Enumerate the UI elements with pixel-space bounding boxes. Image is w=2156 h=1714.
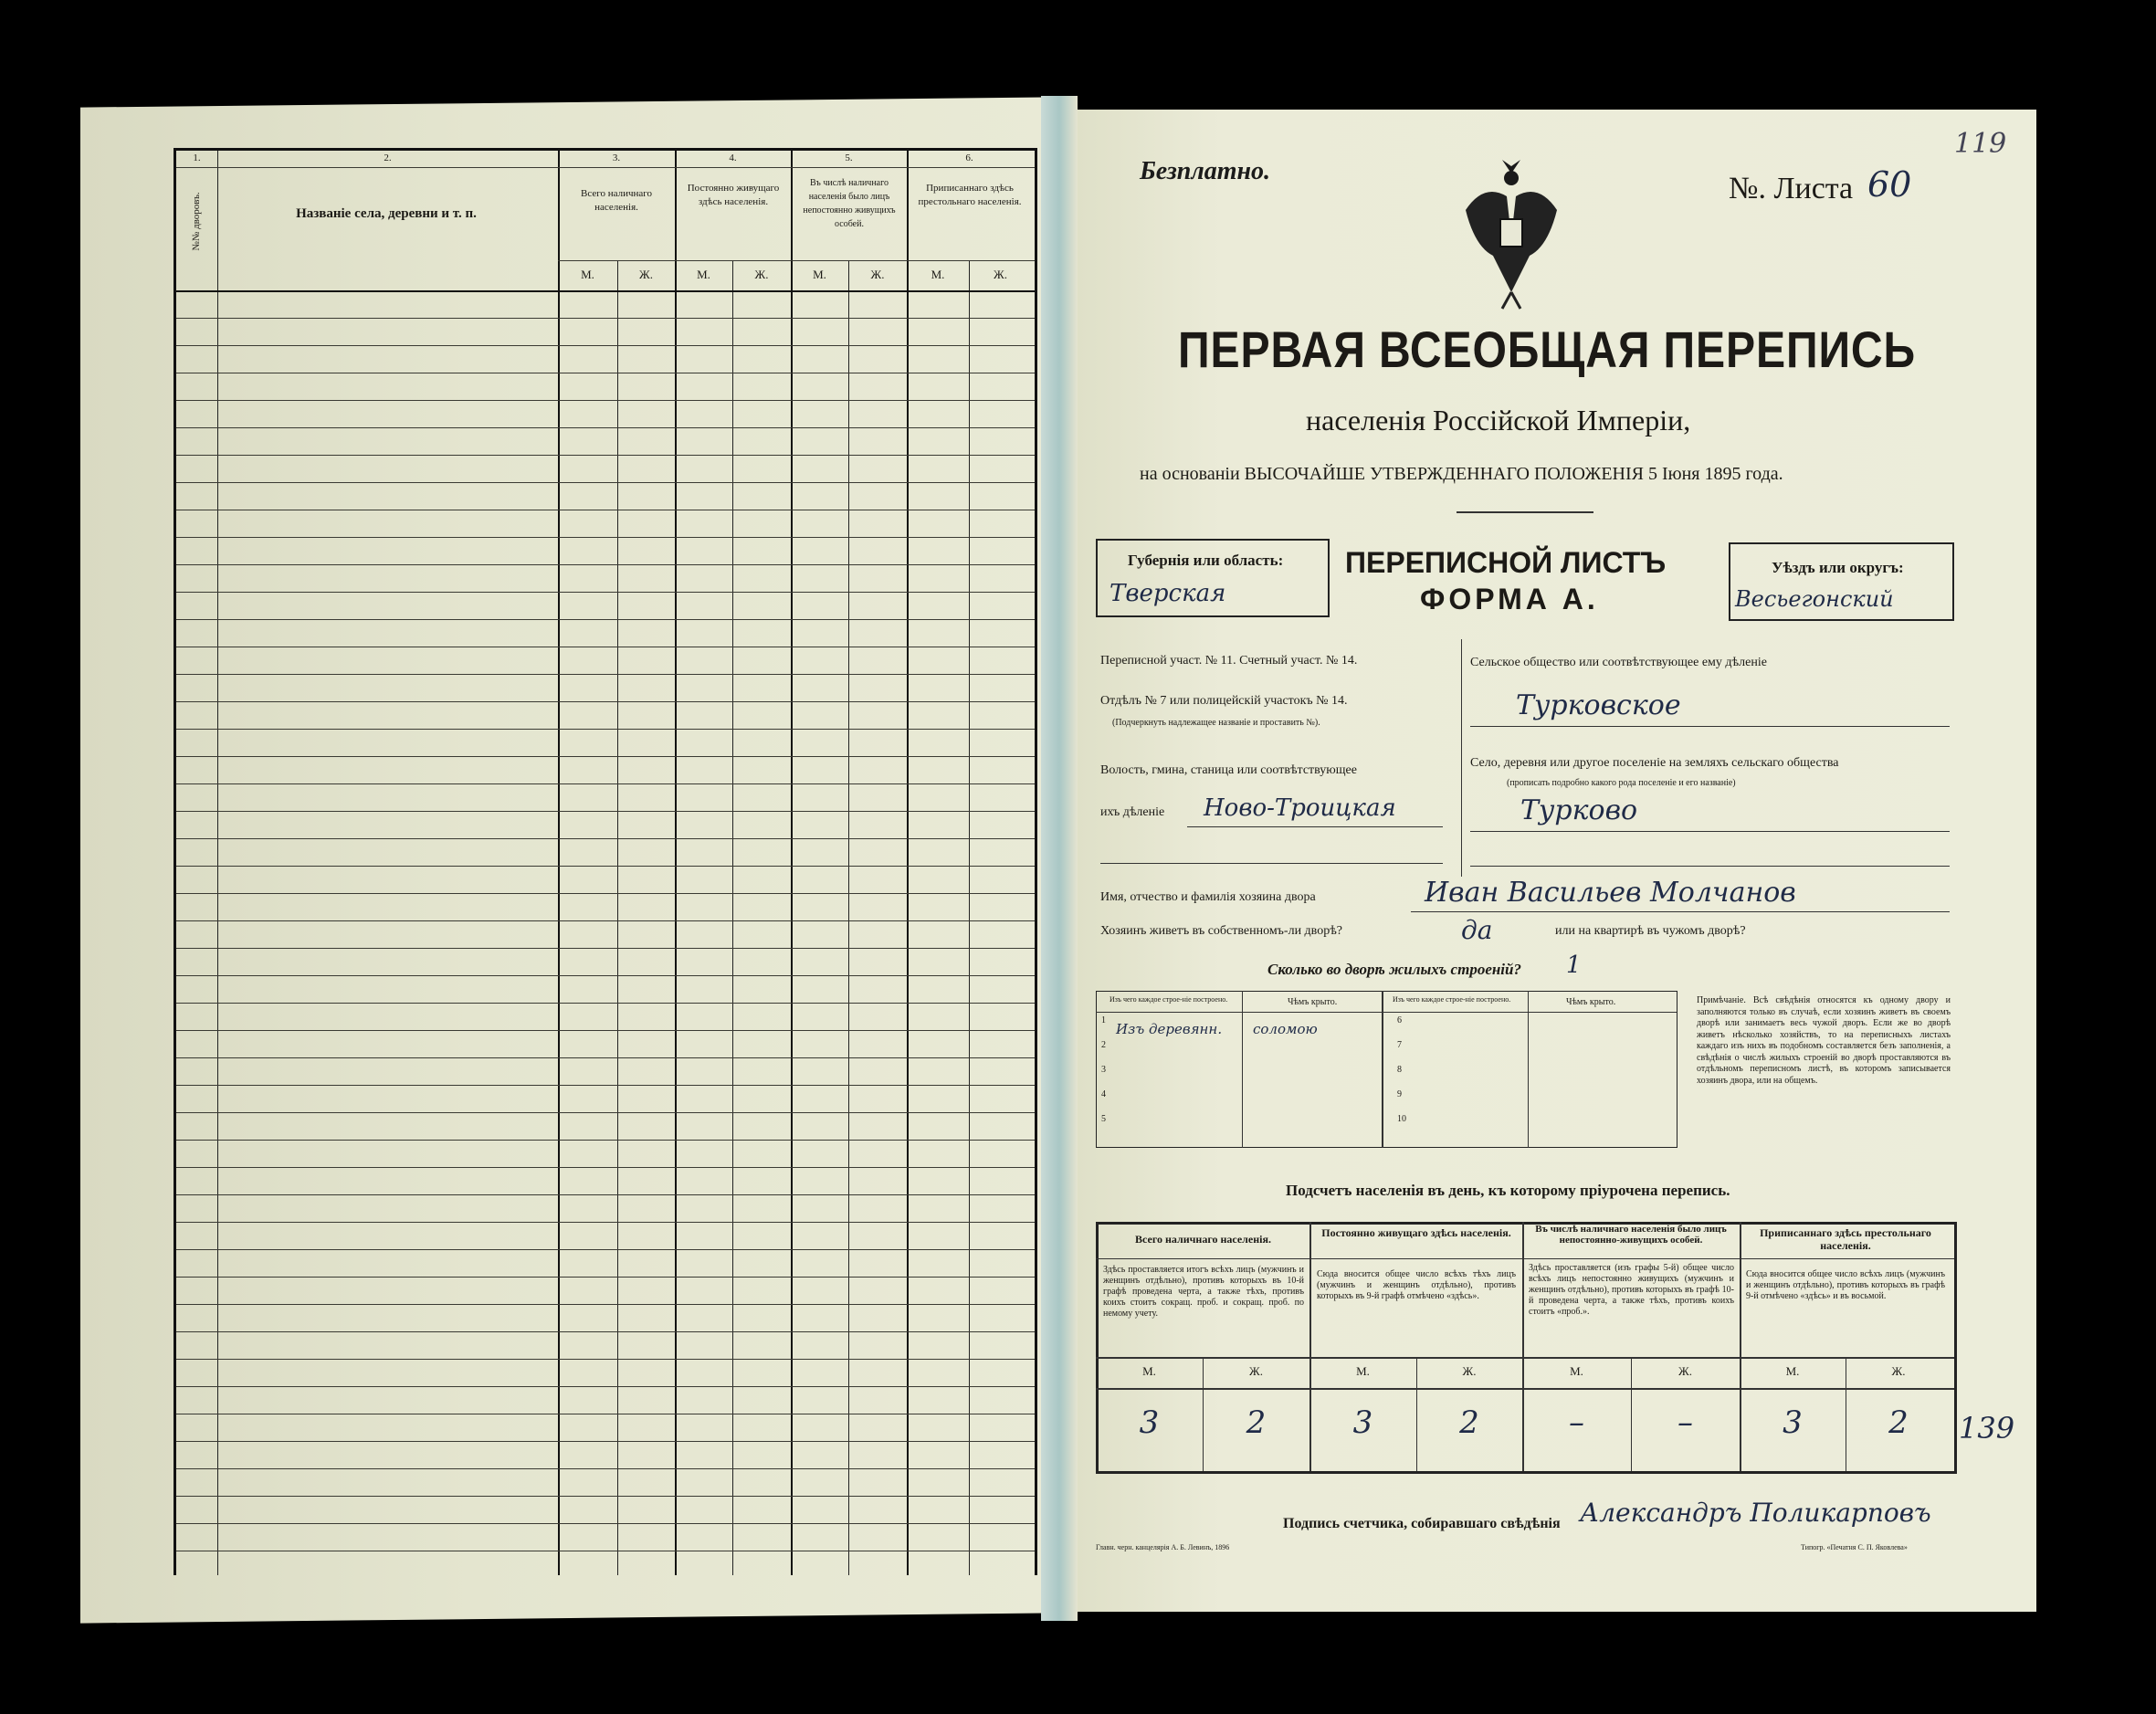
col2-header: Названіе села, деревни и т. п. xyxy=(296,206,477,221)
ledger-table xyxy=(174,148,1037,1575)
sum-h-1 xyxy=(1096,1258,1954,1259)
bld-div-3 xyxy=(1528,991,1529,1148)
bld-row-number: 4 xyxy=(1101,1089,1106,1099)
ledger-row-line xyxy=(176,619,1035,620)
guberniya-value: Тверская xyxy=(1110,580,1226,607)
selskoe-label: Сельское общество или соотвѣтствующее ему дѣленіе xyxy=(1470,656,1767,669)
bld-row-number: 7 xyxy=(1397,1040,1402,1050)
sum-h-2 xyxy=(1096,1357,1954,1359)
ledger-row-line xyxy=(176,1523,1035,1524)
ledger-row-line xyxy=(176,948,1035,949)
ledger-row-line xyxy=(176,318,1035,319)
bld-hdr-line xyxy=(1096,1012,1677,1013)
volost-underline xyxy=(1187,826,1443,827)
volost-label: Волость, гмина, станица или соотвѣтствующее xyxy=(1100,763,1357,777)
selskoe-underline xyxy=(1470,726,1950,727)
corner-number: 119 xyxy=(1954,128,2007,160)
ledger-row-line xyxy=(176,1496,1035,1497)
ornament-divider xyxy=(1457,511,1593,513)
bld-row-number: 9 xyxy=(1397,1089,1402,1099)
bld-row-number: 1 xyxy=(1101,1015,1106,1025)
ledger-row-line xyxy=(176,1003,1035,1004)
ledger-row-line xyxy=(176,729,1035,730)
sum-m-label: М. xyxy=(1570,1364,1583,1378)
ledger-row-line xyxy=(176,1331,1035,1332)
ledger-row-line xyxy=(176,1249,1035,1250)
ledger-row-line xyxy=(176,1112,1035,1113)
ledger-row-line xyxy=(176,674,1035,675)
ledger-row-line xyxy=(176,1386,1035,1387)
sum-m-label: М. xyxy=(1142,1364,1156,1378)
bld-div-2 xyxy=(1382,991,1383,1148)
note-text: Примѣчаніе. Всѣ свѣдѣнія относятся къ одному двору и заполняются только въ случаѣ, если хозяинъ живетъ въ своемъ дворѣ или занимаетъ весь чужой дворъ. Если же во дворѣ живетъ нѣсколько хозяйствъ, то на переписныхъ листахъ каждаго изъ нихъ въ подобномъ составляется безъ заполненія, а свѣдѣнія о числѣ жилыхъ строеній во дворѣ проставляются въ отдѣльномъ переписномъ листѣ, въ которомъ записывается хозяинъ двора, или на общемъ. xyxy=(1697,995,1951,1086)
ledger-row-line xyxy=(176,893,1035,894)
sum-value: 2 xyxy=(1459,1404,1479,1441)
print-right: Типогр. «Печатня С. П. Яковлева» xyxy=(1801,1543,1908,1551)
sum-header-3: Въ числѣ наличнаго населенія было лицъ непостоянно-живущихъ особей. xyxy=(1535,1224,1727,1246)
col3-m: М. xyxy=(581,268,594,281)
sum-value: 2 xyxy=(1888,1404,1909,1441)
ledger-row-line xyxy=(176,455,1035,456)
selo-underline xyxy=(1470,831,1950,832)
ledger-row-line xyxy=(176,920,1035,921)
otdel-line: Отдѣлъ № 7 или полицейскій участокъ № 14. xyxy=(1100,694,1348,708)
side-total: 139 xyxy=(1959,1411,2015,1446)
census-section: Переписной участ. № 11. Счетный участ. № 14. xyxy=(1100,654,1358,668)
sum-header-2: Постоянно живущаго здѣсь населенія. xyxy=(1321,1226,1511,1239)
owner-label: Имя, отчество и фамилія хозяина двора xyxy=(1100,890,1316,904)
bld-col-b-right: Чѣмъ крыто. xyxy=(1566,997,1616,1007)
ledger-row-line xyxy=(176,592,1035,593)
col-number-4: 4. xyxy=(729,152,737,163)
ledger-row-line xyxy=(176,537,1035,538)
sum-header-4: Приписаннаго здѣсь престольнаго населенія. xyxy=(1760,1226,1931,1252)
otdel-note: (Подчеркнуть надлежащее названіе и проставить №). xyxy=(1112,718,1320,728)
uezd-value: Весьегонский xyxy=(1735,586,1894,612)
sum-zh-label: Ж. xyxy=(1678,1364,1692,1378)
ledger-row-line xyxy=(176,482,1035,483)
sum-text-3: Здѣсь проставляется (изъ графы 5-й) общее число всѣхъ лицъ непостоянно живущихъ (мужчинъ и женщинъ отдѣльно), противъ которыхъ въ графѣ 10-й проведена черта, а также тѣхъ, противъ коихъ стоитъ «проб.». xyxy=(1529,1263,1734,1317)
ledger-row-line xyxy=(176,838,1035,839)
sum-m-label: М. xyxy=(1356,1364,1370,1378)
ledger-row-line xyxy=(176,783,1035,784)
ledger-row-line xyxy=(176,866,1035,867)
sum-h-3 xyxy=(1096,1388,1954,1390)
sum-value: 3 xyxy=(1352,1404,1373,1441)
fields-divider xyxy=(1461,639,1462,877)
uezd-label: Уѣздъ или округъ: xyxy=(1772,559,1904,576)
col5-header: Въ числѣ наличнаго населенія было лицъ непостоянно живущихъ особей. xyxy=(803,178,896,229)
free-label: Безплатно. xyxy=(1140,157,1271,185)
census-title: ПЕРВАЯ ВСЕОБЩАЯ ПЕРЕПИСЬ xyxy=(1178,321,1917,378)
bld-col-b-left: Чѣмъ крыто. xyxy=(1288,997,1338,1007)
buildings-label: Сколько во дворѣ жилыхъ строеній? xyxy=(1267,961,1521,978)
ledger-row-line xyxy=(176,345,1035,346)
bld-row-number: 10 xyxy=(1397,1114,1406,1124)
sum-m-label: М. xyxy=(1785,1364,1800,1378)
ledger-row-line xyxy=(176,1194,1035,1195)
bld-1-roof: соломою xyxy=(1253,1021,1318,1037)
col3-zh: Ж. xyxy=(639,268,653,281)
col5-m: М. xyxy=(813,268,826,281)
col3-header: Всего наличнаго населенія. xyxy=(580,188,652,213)
guberniya-label: Губернія или область: xyxy=(1128,552,1284,569)
bld-col-a-left: Изъ чего каждое строе-ніе построено. xyxy=(1110,995,1228,1004)
census-basis: на основаніи ВЫСОЧАЙШЕ УТВЕРЖДЕННАГО ПОЛОЖЕНІЯ 5 Іюня 1895 года. xyxy=(1140,464,1783,484)
selskoe-value: Турковское xyxy=(1516,689,1681,721)
imperial-eagle-emblem xyxy=(1457,155,1566,310)
bld-1-material: Изъ деревянн. xyxy=(1116,1021,1223,1037)
volost-value: Ново-Троицкая xyxy=(1204,794,1396,822)
sheet-number-label: №. Листа xyxy=(1729,172,1854,205)
summary-title: Подсчетъ населенія въ день, къ которому пріурочена перепись. xyxy=(1286,1182,1730,1199)
col6-m: М. xyxy=(931,268,945,281)
buildings-table xyxy=(1096,991,1677,1148)
ledger-row-line xyxy=(176,1140,1035,1141)
selo-underline-2 xyxy=(1470,866,1950,867)
ledger-row-line xyxy=(176,701,1035,702)
col6-header: Приписаннаго здѣсь престольнаго населенія. xyxy=(918,183,1022,207)
ledger-row-line xyxy=(176,756,1035,757)
sum-zh-label: Ж. xyxy=(1891,1364,1906,1378)
lives-label-2: или на квартирѣ въ чужомъ дворѣ? xyxy=(1555,924,1746,938)
bld-row-number: 6 xyxy=(1397,1015,1402,1025)
col6-zh: Ж. xyxy=(994,268,1007,281)
sum-header-1: Всего наличнаго населенія. xyxy=(1135,1233,1271,1246)
sheet-number-value: 60 xyxy=(1867,164,1912,205)
col-number-3: 3. xyxy=(612,152,621,163)
sum-zh-label: Ж. xyxy=(1249,1364,1263,1378)
ledger-row-line xyxy=(176,1304,1035,1305)
form-subtitle: ФОРМА А. xyxy=(1420,583,1599,615)
col-number-2: 2. xyxy=(384,152,392,163)
volost-underline-2 xyxy=(1100,863,1443,864)
lives-value: да xyxy=(1461,915,1493,945)
col1-header: №№ дворовъ. xyxy=(191,192,202,251)
selo-note: (прописать подробно какого рода поселеніе и его названіе) xyxy=(1507,778,1736,788)
ledger-row-line xyxy=(176,1085,1035,1086)
ledger-row-line xyxy=(176,811,1035,812)
bld-row-number: 2 xyxy=(1101,1040,1106,1050)
volost-label-2: ихъ дѣленіе xyxy=(1100,805,1165,819)
ledger-row-line xyxy=(176,427,1035,428)
sum-value: – xyxy=(1569,1404,1584,1441)
sum-text-2: Сюда вносится общее число всѣхъ тѣхъ лицъ (мужчинъ и женщинъ отдѣльно), противъ которыхъ въ 9-й графѣ отмѣчено «здѣсь». xyxy=(1317,1269,1516,1301)
form-title: ПЕРЕПИСНОЙ ЛИСТЪ xyxy=(1345,546,1667,579)
sum-value: 3 xyxy=(1783,1404,1803,1441)
col5-zh: Ж. xyxy=(870,268,885,281)
ledger-row-line xyxy=(176,400,1035,401)
bld-row-number: 5 xyxy=(1101,1114,1106,1124)
col4-m: М. xyxy=(697,268,710,281)
col-number-6: 6. xyxy=(965,152,973,163)
sum-value: – xyxy=(1677,1404,1693,1441)
bld-div-1 xyxy=(1242,991,1243,1148)
census-subtitle: населенія Россійской Имперіи, xyxy=(1306,404,1691,436)
signature-label: Подпись счетчика, собиравшаго свѣдѣнія xyxy=(1283,1516,1561,1531)
ledger-row-line xyxy=(176,1030,1035,1031)
col-number-1: 1. xyxy=(193,152,201,163)
ledger-row-line xyxy=(176,975,1035,976)
ledger-row-line xyxy=(176,564,1035,565)
bld-row-number: 8 xyxy=(1397,1065,1402,1075)
selo-value: Турково xyxy=(1520,794,1638,826)
lives-label: Хозяинъ живетъ въ собственномъ-ли дворѣ? xyxy=(1100,924,1343,938)
ledger-row-line xyxy=(176,1359,1035,1360)
bld-col-a-right: Изъ чего каждое строе-ніе построено. xyxy=(1393,995,1511,1004)
ledger-row-line xyxy=(176,1277,1035,1278)
owner-value: Иван Васильев Молчанов xyxy=(1425,877,1796,909)
col4-header: Постоянно живущаго здѣсь населенія. xyxy=(687,183,780,207)
ledger-row-line xyxy=(176,1468,1035,1469)
col4-zh: Ж. xyxy=(754,268,769,281)
signature-value: Александръ Поликарповъ xyxy=(1580,1498,1931,1528)
sum-value: 2 xyxy=(1246,1404,1267,1441)
sum-text-1: Здѣсь проставляется итогъ всѣхъ лицъ (мужчинъ и женщинъ отдѣльно), противъ которыхъ въ 10-й графѣ проведена черта, а также тѣхъ, противъ коихъ стоитъ сокращ. проб. и сокращ. проб. по немому учету. xyxy=(1103,1265,1304,1319)
selo-label: Село, деревня или другое поселеніе на земляхъ сельскаго общества xyxy=(1470,756,1839,770)
owner-underline xyxy=(1411,911,1950,912)
sum-value: 3 xyxy=(1139,1404,1160,1441)
book-spine xyxy=(1041,96,1078,1621)
ledger-row-line xyxy=(176,1222,1035,1223)
ledger-row-line xyxy=(176,1167,1035,1168)
col-number-5: 5. xyxy=(845,152,853,163)
sum-zh-label: Ж. xyxy=(1462,1364,1477,1378)
ledger-row-line xyxy=(176,1057,1035,1058)
buildings-value: 1 xyxy=(1566,952,1582,979)
ledger-row-line xyxy=(176,1441,1035,1442)
sum-text-4: Сюда вносится общее число всѣхъ лицъ (мужчинъ и женщинъ отдѣльно), противъ которыхъ въ графѣ 9-й отмѣчено «здѣсь» и въ восьмой. xyxy=(1746,1269,1945,1301)
print-left: Главн. черн. канцелярія А. Б. Левинъ, 1896 xyxy=(1096,1543,1230,1551)
bld-row-number: 3 xyxy=(1101,1065,1106,1075)
